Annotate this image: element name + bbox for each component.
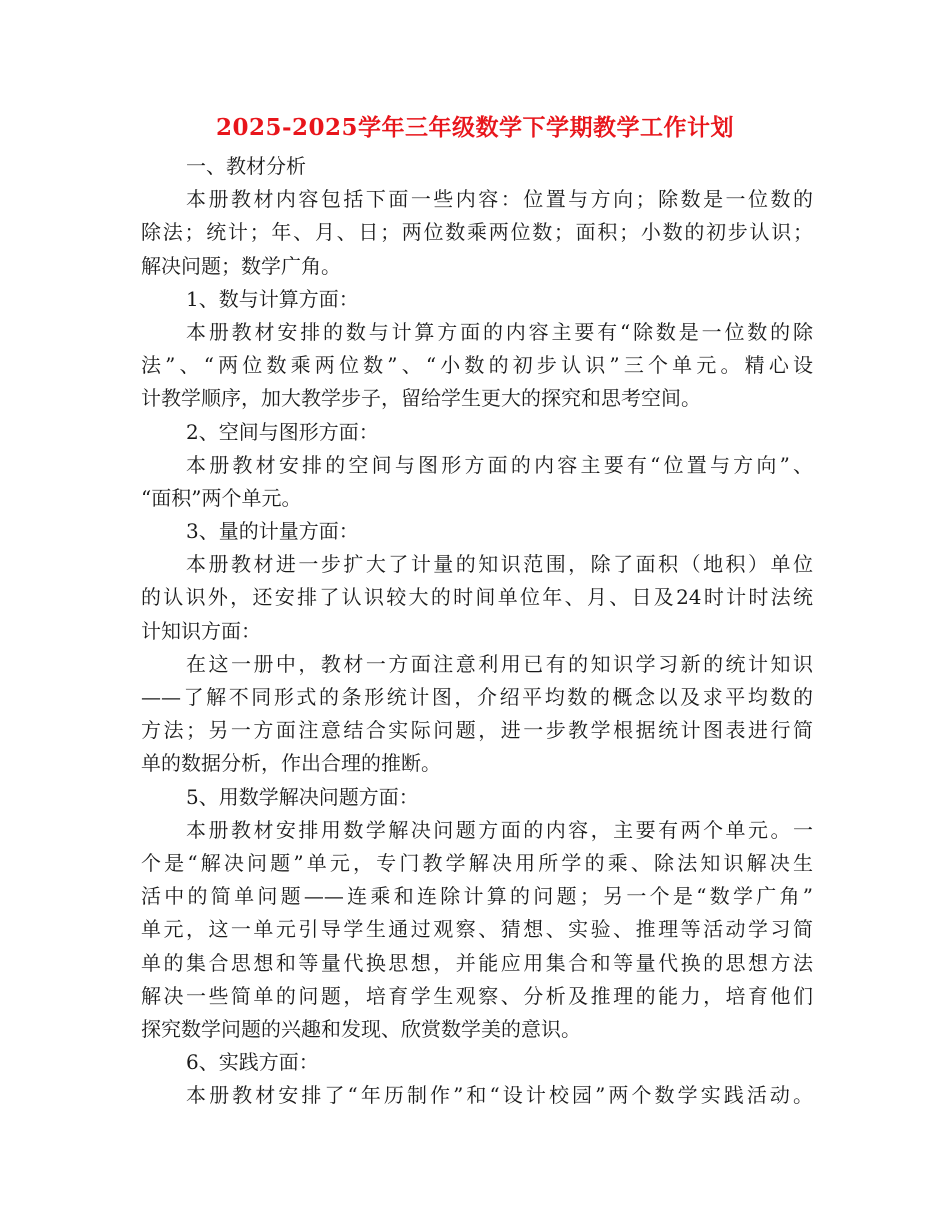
text-line: 单的数据分析，作出合理的推断。 [141,751,441,776]
text-line: 除法；统计；年、月、日；两位数乘两位数；面积；小数的初步认识； [141,220,813,245]
text-line: 本册教材安排的空间与图形方面的内容主要有“位置与方向”、 [186,452,813,477]
text-line: 本册教材内容包括下面一些内容：位置与方向；除数是一位数的 [186,187,813,212]
text-line: 的认识外，还安排了认识较大的时间单位年、月、日及24时计时法统 [141,585,813,610]
text-line: 解决一些简单的问题，培育学生观察、分析及推理的能力，培育他们 [141,983,813,1008]
text-line: 解决问题；数学广角。 [141,253,341,278]
text-line: 探究数学问题的兴趣和发现、欣赏数学美的意识。 [141,1016,581,1041]
document-body [141,150,813,1112]
text-line: 一、教材分析 [186,154,306,178]
text-line: 本册教材安排的数与计算方面的内容主要有“除数是一位数的除 [186,319,813,344]
text-line: “面积”两个单元。 [141,485,302,510]
text-line: 本册教材安排了“年历制作”和“设计校园”两个数学实践活动。 [186,1083,813,1108]
text-line: 3、量的计量方面： [186,519,359,544]
text-line: 单的集合思想和等量代换思想，并能应用集合和等量代换的思想方法 [141,950,813,975]
text-line: 6、实践方面： [186,1050,319,1075]
text-line: 5、用数学解决问题方面： [186,784,419,809]
text-line: 1、数与计算方面： [186,286,359,311]
text-line: 计教学顺序，加大教学步子，留给学生更大的探究和思考空间。 [141,386,701,411]
text-line: ——了解不同形式的条形统计图，介绍平均数的概念以及求平均数的 [141,685,813,709]
text-line: 活中的简单问题——连乘和连除计算的问题；另一个是“数学广角” [141,884,813,909]
text-line: 方法；另一方面注意结合实际问题，进一步教学根据统计图表进行简 [141,718,813,743]
text-line: 法”、“两位数乘两位数”、“小数的初步认识”三个单元。精心设 [141,353,813,378]
document-title: 2025-2025学年三年级数学下学期教学工作计划 [215,114,735,141]
text-line: 在这一册中，教材一方面注意利用已有的知识学习新的统计知识 [186,651,813,676]
text-line: 个是“解决问题”单元，专门教学解决用所学的乘、除法知识解决生 [141,850,813,875]
text-line: 本册教材进一步扩大了计量的知识范围，除了面积（地积）单位 [186,552,813,577]
text-line: 本册教材安排用数学解决问题方面的内容，主要有两个单元。一 [186,817,813,842]
text-line: 2、空间与图形方面： [186,419,379,444]
text-line: 单元，这一单元引导学生通过观察、猜想、实验、推理等活动学习简 [141,917,813,942]
text-line: 计知识方面： [141,618,261,643]
